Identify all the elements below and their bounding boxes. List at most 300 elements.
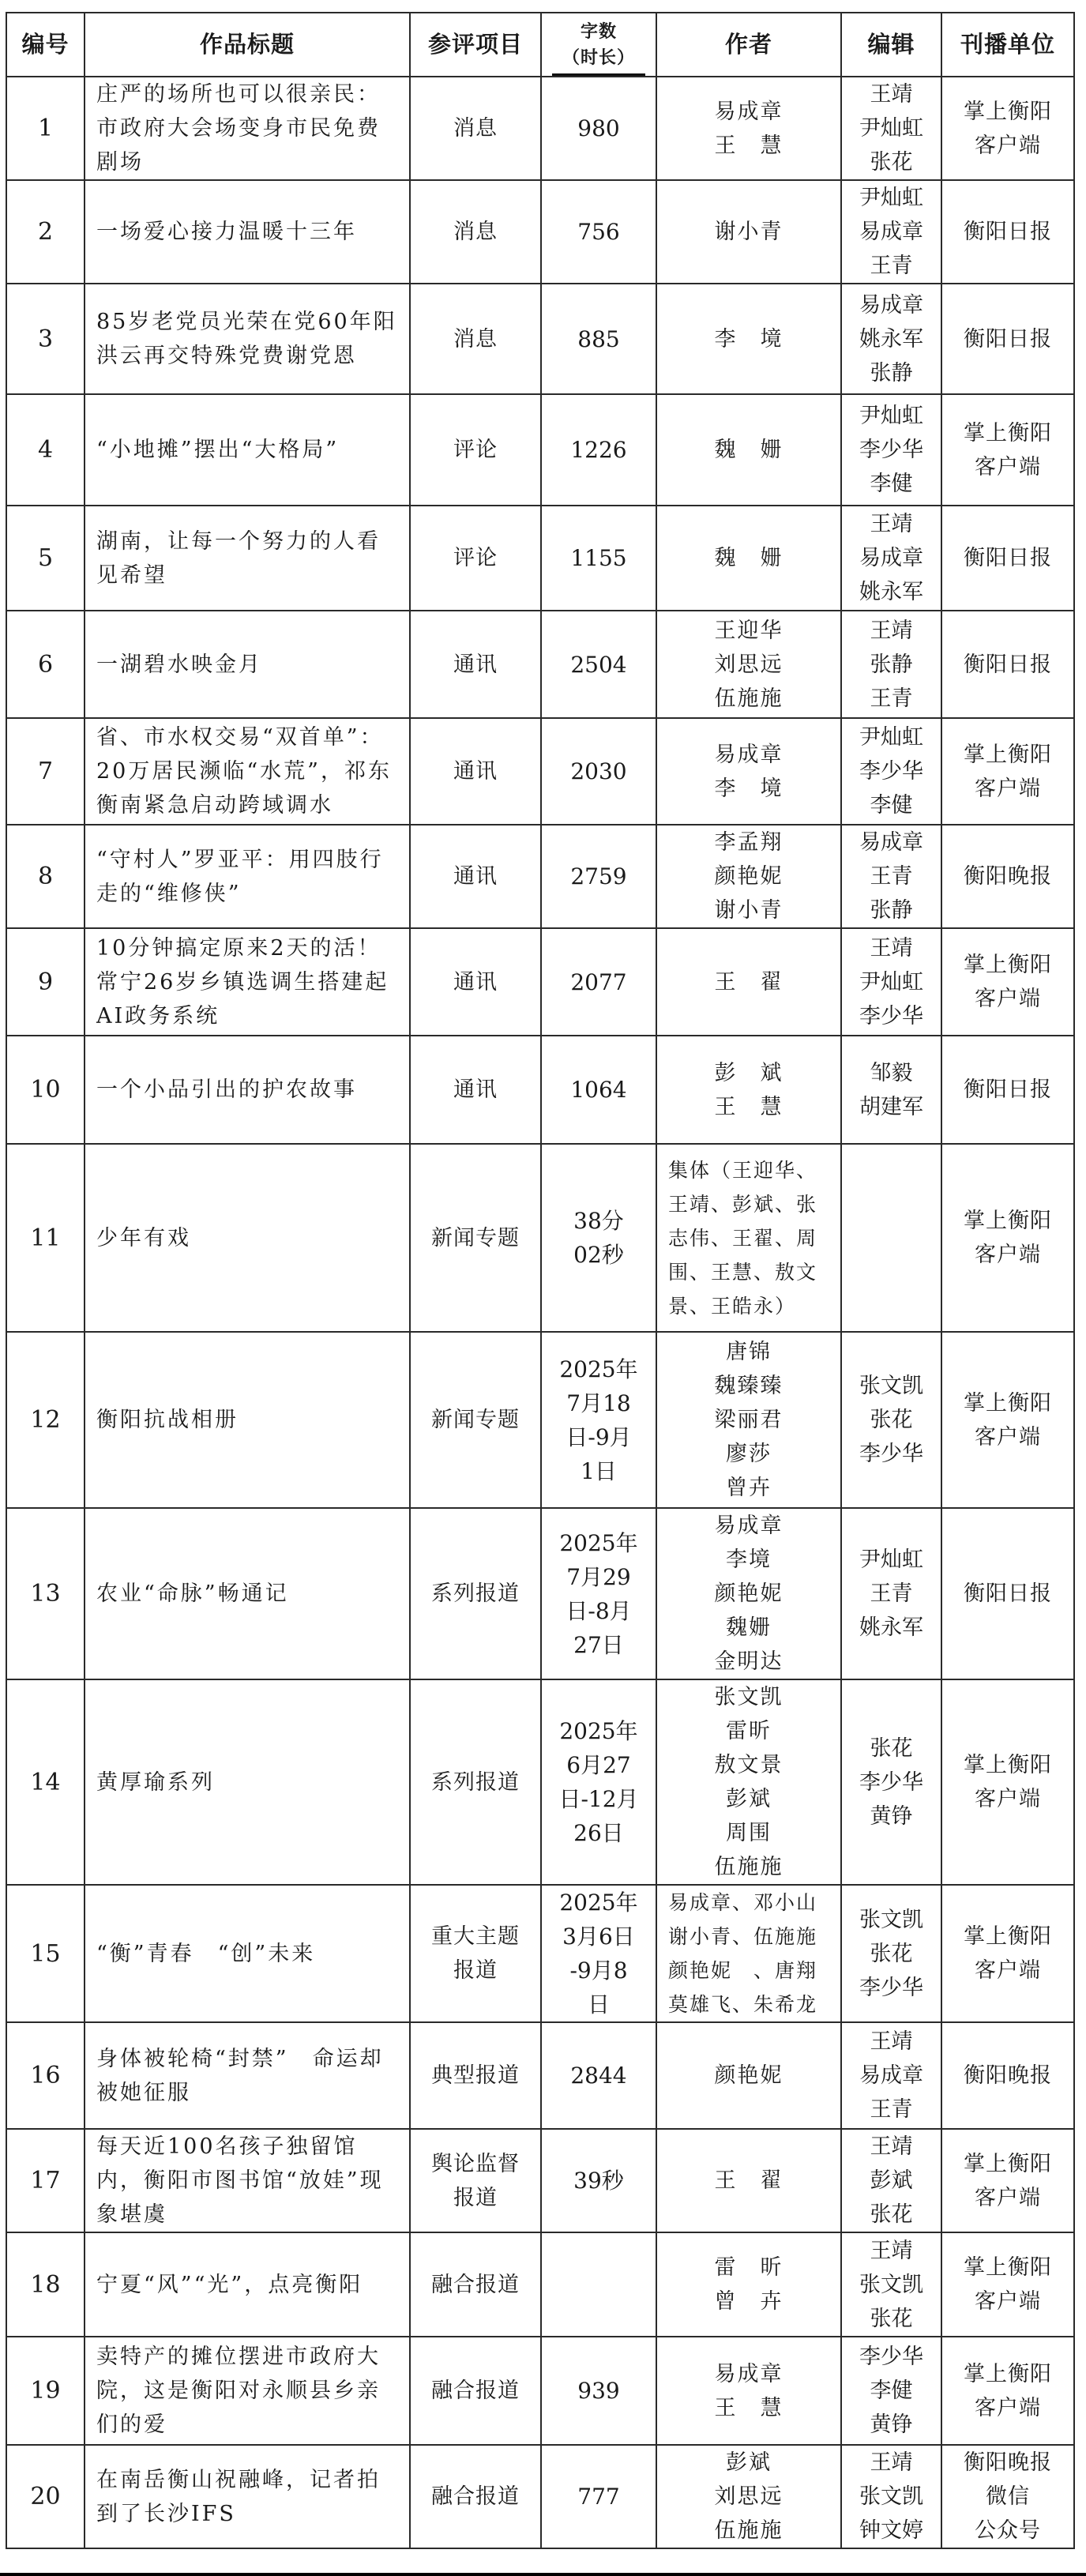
header-count-line2: （时长） [562, 47, 635, 68]
word-count-duration [541, 2337, 656, 2445]
authors [656, 77, 841, 180]
editor-name: 易成章 [859, 830, 923, 855]
editor-name: 张花 [870, 2306, 913, 2331]
row-number: 7 [6, 718, 85, 825]
count-line: 26日 [573, 1820, 624, 1846]
table-row [6, 825, 1074, 928]
author-name: 易成章 [714, 99, 783, 124]
category-line: 新闻专题 [431, 1225, 520, 1250]
publishing-outlet [941, 180, 1074, 284]
work-title: 黄厚瑜系列 [85, 1679, 410, 1885]
outlet-line: 客户端 [975, 987, 1041, 1011]
category-line: 典型报道 [431, 2063, 520, 2088]
outlet-line: 衡阳晚报 [964, 864, 1052, 889]
author-name: 敖文景 [714, 1753, 783, 1777]
editor-name: 李少华 [859, 438, 923, 462]
publishing-outlet [941, 2232, 1074, 2337]
author-name: 刘思远 [714, 2484, 783, 2509]
work-title: 85岁老党员光荣在党60年阳洪云再交特殊党费谢党恩 [85, 284, 410, 394]
editor-name: 张文凯 [859, 1907, 923, 1932]
publishing-outlet [941, 1144, 1074, 1332]
outlet-line: 客户端 [975, 1787, 1041, 1811]
author-name: 颜艳妮 [714, 2063, 783, 2088]
editors [841, 1144, 941, 1332]
author-name: 伍施施 [714, 1855, 783, 1879]
table-row [6, 2129, 1074, 2232]
author-name: 魏 姗 [714, 438, 783, 462]
publishing-outlet [941, 2022, 1074, 2129]
publishing-outlet [941, 1036, 1074, 1144]
editors [841, 2129, 941, 2232]
word-count-duration [541, 2232, 656, 2337]
entry-category [410, 1144, 541, 1332]
category-line: 重大主题 [431, 1924, 520, 1949]
author-name: 颜艳妮 、唐翔 [668, 1959, 818, 1982]
work-title: 一场爱心接力温暖十三年 [85, 180, 410, 284]
entry-category [410, 825, 541, 928]
outlet-line: 客户端 [975, 776, 1041, 801]
category-line: 融合报道 [431, 2379, 520, 2403]
editor-name: 黄铮 [870, 2412, 913, 2437]
editor-name: 姚永军 [859, 1615, 923, 1640]
author-name: 魏 姗 [714, 546, 783, 570]
editors [841, 1679, 941, 1885]
publishing-outlet [941, 2337, 1074, 2445]
outlet-line: 衡阳日报 [964, 1581, 1052, 1606]
editor-name: 张文凯 [859, 2484, 923, 2509]
editor-name: 王靖 [870, 935, 913, 961]
row-number: 19 [6, 2337, 85, 2445]
row-number: 6 [6, 611, 85, 718]
count-line: 日-8月 [566, 1597, 632, 1624]
editor-name: 易成章 [859, 2063, 923, 2088]
authors [656, 284, 841, 394]
category-line: 消息 [453, 220, 498, 244]
editor-name: 易成章 [859, 220, 923, 244]
work-title: 衡阳抗战相册 [85, 1332, 410, 1508]
authors [656, 1144, 841, 1332]
outlet-line: 客户端 [975, 2185, 1041, 2210]
outlet-line: 客户端 [975, 1243, 1041, 1267]
work-title: 湖南，让每一个努力的人看见希望 [85, 506, 410, 611]
publishing-outlet [941, 2445, 1074, 2548]
outlet-line: 掌上衡阳 [964, 420, 1052, 446]
editors [841, 77, 941, 180]
editor-name: 王靖 [870, 618, 913, 643]
publishing-outlet [941, 2129, 1074, 2232]
publishing-outlet [941, 718, 1074, 825]
editor-name: 王青 [870, 686, 913, 711]
row-number: 18 [6, 2232, 85, 2337]
entry-category [410, 2232, 541, 2337]
author-name: 易成章 [714, 2361, 783, 2386]
editor-name: 尹灿虹 [859, 116, 923, 141]
category-line: 系列报道 [431, 1581, 520, 1606]
table-row [6, 1332, 1074, 1508]
editors [841, 825, 941, 928]
outlet-line: 客户端 [975, 1958, 1041, 1983]
table-row [6, 1036, 1074, 1144]
editor-name: 李少华 [859, 759, 923, 784]
row-number: 12 [6, 1332, 85, 1508]
editor-name: 李健 [870, 472, 913, 496]
outlet-line: 掌上衡阳 [964, 2361, 1052, 2386]
category-line: 通讯 [453, 1077, 498, 1102]
row-number: 16 [6, 2022, 85, 2129]
outlet-line: 掌上衡阳 [964, 1390, 1052, 1416]
editor-name: 李少华 [859, 1442, 923, 1466]
author-name: 彭 斌 [714, 1060, 783, 1085]
work-title: “衡”青春 “创”未来 [85, 1885, 410, 2022]
editor-name: 李少华 [859, 1003, 923, 1029]
word-count-duration [541, 77, 656, 180]
entry-category [410, 611, 541, 718]
count-line: 3月6日 [562, 1924, 635, 1950]
outlet-line: 客户端 [975, 2395, 1041, 2420]
authors [656, 2337, 841, 2445]
editors [841, 1508, 941, 1679]
row-number: 20 [6, 2445, 85, 2548]
count-line: 2025年 [559, 1356, 638, 1382]
author-name: 雷 昕 [714, 2255, 783, 2280]
editor-name: 王青 [870, 254, 913, 278]
author-name: 围、王慧、敖文 [668, 1260, 818, 1284]
header-category: 参评项目 [410, 13, 541, 77]
authors [656, 2129, 841, 2232]
outlet-line: 掌上衡阳 [964, 2255, 1052, 2280]
authors [656, 1332, 841, 1508]
header-editors: 编辑 [841, 13, 941, 77]
entry-category [410, 180, 541, 284]
outlet-line: 掌上衡阳 [964, 953, 1052, 977]
editor-name: 胡建军 [859, 1094, 923, 1119]
count-line: 日-12月 [558, 1786, 639, 1812]
editors [841, 394, 941, 506]
author-name: 颜艳妮 [714, 1581, 783, 1606]
publishing-outlet [941, 1508, 1074, 1679]
header-count-line1: 字数 [580, 21, 617, 42]
publishing-outlet [941, 77, 1074, 180]
publishing-outlet [941, 506, 1074, 611]
publishing-outlet [941, 394, 1074, 506]
count-line: 980 [577, 115, 620, 141]
editors [841, 180, 941, 284]
outlet-line: 掌上衡阳 [964, 99, 1052, 124]
outlet-line: 掌上衡阳 [964, 2151, 1052, 2176]
word-count-duration [541, 2129, 656, 2232]
table-row [6, 1508, 1074, 1679]
author-name: 王迎华 [714, 618, 783, 643]
editor-name: 张静 [870, 898, 913, 923]
work-title: 农业“命脉”畅通记 [85, 1508, 410, 1679]
author-name: 伍施施 [714, 2518, 783, 2543]
author-name: 李 境 [714, 776, 783, 801]
author-name: 易成章 [714, 1514, 783, 1538]
authors [656, 2022, 841, 2129]
word-count-duration [541, 825, 656, 928]
editor-name: 李健 [870, 793, 913, 818]
count-line: 27日 [573, 1631, 624, 1658]
authors [656, 2445, 841, 2548]
category-line: 通讯 [453, 759, 498, 784]
outlet-line: 衡阳日报 [964, 652, 1052, 677]
table-row [6, 1885, 1074, 2022]
publishing-outlet [941, 825, 1074, 928]
table-body [6, 77, 1074, 2548]
outlet-line: 掌上衡阳 [964, 1209, 1052, 1233]
work-title: 一个小品引出的护农故事 [85, 1036, 410, 1144]
header-title: 作品标题 [85, 13, 410, 77]
editors [841, 718, 941, 825]
category-line: 新闻专题 [431, 1408, 520, 1432]
editor-name: 张花 [870, 1941, 913, 1966]
authors [656, 718, 841, 825]
category-line: 评论 [453, 438, 498, 462]
count-line: 2025年 [559, 1890, 638, 1916]
work-title: 身体被轮椅“封禁” 命运却被她征服 [85, 2022, 410, 2129]
entry-category [410, 1679, 541, 1885]
word-count-duration [541, 2022, 656, 2129]
count-line: 1日 [581, 1457, 617, 1484]
entry-category [410, 2129, 541, 2232]
count-line: 777 [577, 2484, 620, 2510]
author-name: 王 翟 [714, 969, 783, 995]
entry-category [410, 77, 541, 180]
entry-category [410, 1332, 541, 1508]
word-count-duration [541, 1679, 656, 1885]
table-row [6, 928, 1074, 1036]
editor-name: 李少华 [859, 1975, 923, 2000]
editor-name: 张文凯 [859, 1374, 923, 1398]
authors [656, 1508, 841, 1679]
editor-name: 王青 [870, 2097, 913, 2122]
row-number: 1 [6, 77, 85, 180]
author-name: 王 慧 [714, 2395, 783, 2420]
author-name: 雷昕 [726, 1719, 772, 1743]
publishing-outlet [941, 928, 1074, 1036]
author-name: 李孟翔 [714, 830, 783, 855]
word-count-duration [541, 1508, 656, 1679]
row-number: 5 [6, 506, 85, 611]
author-name: 志伟、王翟、周 [668, 1226, 818, 1250]
editor-name: 张花 [870, 1408, 913, 1432]
outlet-line: 衡阳日报 [964, 326, 1052, 352]
author-name: 王 慧 [714, 1094, 783, 1119]
row-number: 11 [6, 1144, 85, 1332]
editor-name: 王靖 [870, 512, 913, 536]
entry-category [410, 2337, 541, 2445]
author-name: 李境 [726, 1547, 772, 1572]
author-name: 刘思远 [714, 652, 783, 677]
editors [841, 1885, 941, 2022]
count-line: 2025年 [559, 1529, 638, 1556]
count-line: 38分 [573, 1208, 624, 1234]
editors [841, 611, 941, 718]
author-name: 魏姗 [726, 1615, 772, 1640]
count-line: 39秒 [573, 2168, 624, 2194]
count-line: 2844 [570, 2063, 627, 2089]
editors [841, 2445, 941, 2548]
editor-name: 易成章 [859, 546, 923, 570]
author-name: 集体（王迎华、 [668, 1158, 818, 1182]
awards-table [6, 12, 1075, 2549]
work-title: “守村人”罗亚平：用四肢行走的“维修侠” [85, 825, 410, 928]
outlet-line: 公众号 [975, 2518, 1041, 2543]
count-line: 2504 [570, 651, 627, 678]
author-name: 莫雄飞、朱希龙 [668, 1993, 818, 2016]
count-line: -9月8 [569, 1957, 628, 1984]
count-line: 02秒 [573, 1242, 624, 1268]
author-name: 张文凯 [714, 1685, 783, 1709]
header-authors: 作者 [656, 13, 841, 77]
author-name: 廖莎 [726, 1442, 772, 1466]
work-title: 每天近100名孩子独留馆内，衡阳市图书馆“放娃”现象堪虞 [85, 2129, 410, 2232]
bottom-edge-bar [0, 2573, 1086, 2576]
row-number: 17 [6, 2129, 85, 2232]
word-count-duration [541, 284, 656, 394]
work-title: “小地摊”摆出“大格局” [85, 394, 410, 506]
table-row [6, 2337, 1074, 2445]
count-line: 1064 [570, 1077, 627, 1103]
entry-category [410, 928, 541, 1036]
category-line: 报道 [453, 1958, 498, 1983]
word-count-duration [541, 394, 656, 506]
count-line: 2025年 [559, 1718, 638, 1744]
category-line: 融合报道 [431, 2272, 520, 2297]
count-line: 885 [577, 325, 620, 352]
row-number: 10 [6, 1036, 85, 1144]
table-row [6, 506, 1074, 611]
author-name: 曾卉 [726, 1476, 772, 1500]
editor-name: 姚永军 [859, 326, 923, 352]
outlet-line: 掌上衡阳 [964, 742, 1052, 767]
publishing-outlet [941, 1679, 1074, 1885]
row-number: 9 [6, 928, 85, 1036]
category-line: 通讯 [453, 864, 498, 889]
category-line: 消息 [453, 326, 498, 352]
word-count-duration [541, 611, 656, 718]
editors [841, 506, 941, 611]
work-title: 宁夏“风”“光”，点亮衡阳 [85, 2232, 410, 2337]
header-count-underline [552, 73, 645, 77]
editor-name: 张文凯 [859, 2272, 923, 2297]
table-row [6, 611, 1074, 718]
word-count-duration [541, 928, 656, 1036]
editor-name: 尹灿虹 [859, 404, 923, 428]
publishing-outlet [941, 1332, 1074, 1508]
word-count-duration [541, 1332, 656, 1508]
count-line: 1226 [570, 437, 627, 463]
authors [656, 2232, 841, 2337]
word-count-duration [541, 2445, 656, 2548]
row-number: 4 [6, 394, 85, 506]
category-line: 舆论监督 [431, 2151, 520, 2176]
count-line: 日-9月 [566, 1423, 632, 1450]
row-number: 15 [6, 1885, 85, 2022]
author-name: 颜艳妮 [714, 864, 783, 889]
table-row [6, 77, 1074, 180]
category-line: 报道 [453, 2185, 498, 2210]
entry-category [410, 1508, 541, 1679]
count-line: 1155 [570, 545, 627, 571]
editor-name: 王靖 [870, 2029, 913, 2054]
editor-name: 张花 [870, 2202, 913, 2227]
editors [841, 1036, 941, 1144]
outlet-line: 衡阳日报 [964, 546, 1052, 570]
author-name: 王靖、彭斌、张 [668, 1192, 818, 1216]
author-name: 彭斌 [726, 1787, 772, 1811]
authors [656, 1036, 841, 1144]
author-name: 景、王皓永） [668, 1294, 797, 1318]
work-title: 一湖碧水映金月 [85, 611, 410, 718]
count-line: 日 [587, 1991, 610, 2018]
editor-name: 张花 [870, 150, 913, 175]
outlet-line: 衡阳晚报 [964, 2063, 1052, 2088]
table-row [6, 718, 1074, 825]
author-name: 金明达 [714, 1649, 783, 1674]
editor-name: 尹灿虹 [859, 186, 923, 210]
entry-category [410, 2022, 541, 2129]
count-line: 2030 [570, 758, 627, 784]
authors [656, 928, 841, 1036]
count-line: 2759 [570, 863, 627, 889]
editor-name: 尹灿虹 [859, 969, 923, 995]
editor-name: 王靖 [870, 82, 913, 107]
publishing-outlet [941, 611, 1074, 718]
word-count-duration [541, 1885, 656, 2022]
editor-name: 李少华 [859, 1769, 923, 1795]
author-name: 周围 [726, 1821, 772, 1845]
outlet-line: 掌上衡阳 [964, 1924, 1052, 1949]
table-row [6, 2445, 1074, 2548]
author-name: 李 境 [714, 326, 783, 352]
author-name: 伍施施 [714, 686, 783, 711]
authors [656, 611, 841, 718]
work-title: 在南岳衡山祝融峰，记者拍到了长沙IFS [85, 2445, 410, 2548]
outlet-line: 衡阳日报 [964, 220, 1052, 244]
entry-category [410, 2445, 541, 2548]
header-outlet: 刊播单位 [941, 13, 1074, 77]
author-name: 王 慧 [714, 133, 783, 158]
author-name: 彭斌 [726, 2450, 772, 2475]
table-row [6, 180, 1074, 284]
editor-name: 钟文婷 [859, 2518, 923, 2543]
row-number: 3 [6, 284, 85, 394]
table-row [6, 2022, 1074, 2129]
publishing-outlet [941, 1885, 1074, 2022]
editor-name: 王靖 [870, 2238, 913, 2263]
author-name: 梁丽君 [714, 1408, 783, 1432]
entry-category [410, 394, 541, 506]
editor-name: 张花 [870, 1736, 913, 1761]
row-number: 2 [6, 180, 85, 284]
row-number: 14 [6, 1679, 85, 1885]
header-row [6, 13, 1074, 77]
header-num: 编号 [6, 13, 85, 77]
author-name: 谢小青 [714, 220, 783, 244]
author-name: 易成章、邓小山 [668, 1891, 818, 1914]
category-line: 融合报道 [431, 2484, 520, 2509]
count-line: 756 [577, 219, 620, 245]
editor-name: 王靖 [870, 2450, 913, 2475]
authors [656, 394, 841, 506]
editors [841, 2232, 941, 2337]
outlet-line: 客户端 [975, 2289, 1041, 2314]
work-title: 省、市水权交易“双首单”：20万居民濒临“水荒”，祁东衡南紧急启动跨域调水 [85, 718, 410, 825]
outlet-line: 掌上衡阳 [964, 1753, 1052, 1777]
editor-name: 黄铮 [870, 1803, 913, 1829]
publishing-outlet [941, 284, 1074, 394]
